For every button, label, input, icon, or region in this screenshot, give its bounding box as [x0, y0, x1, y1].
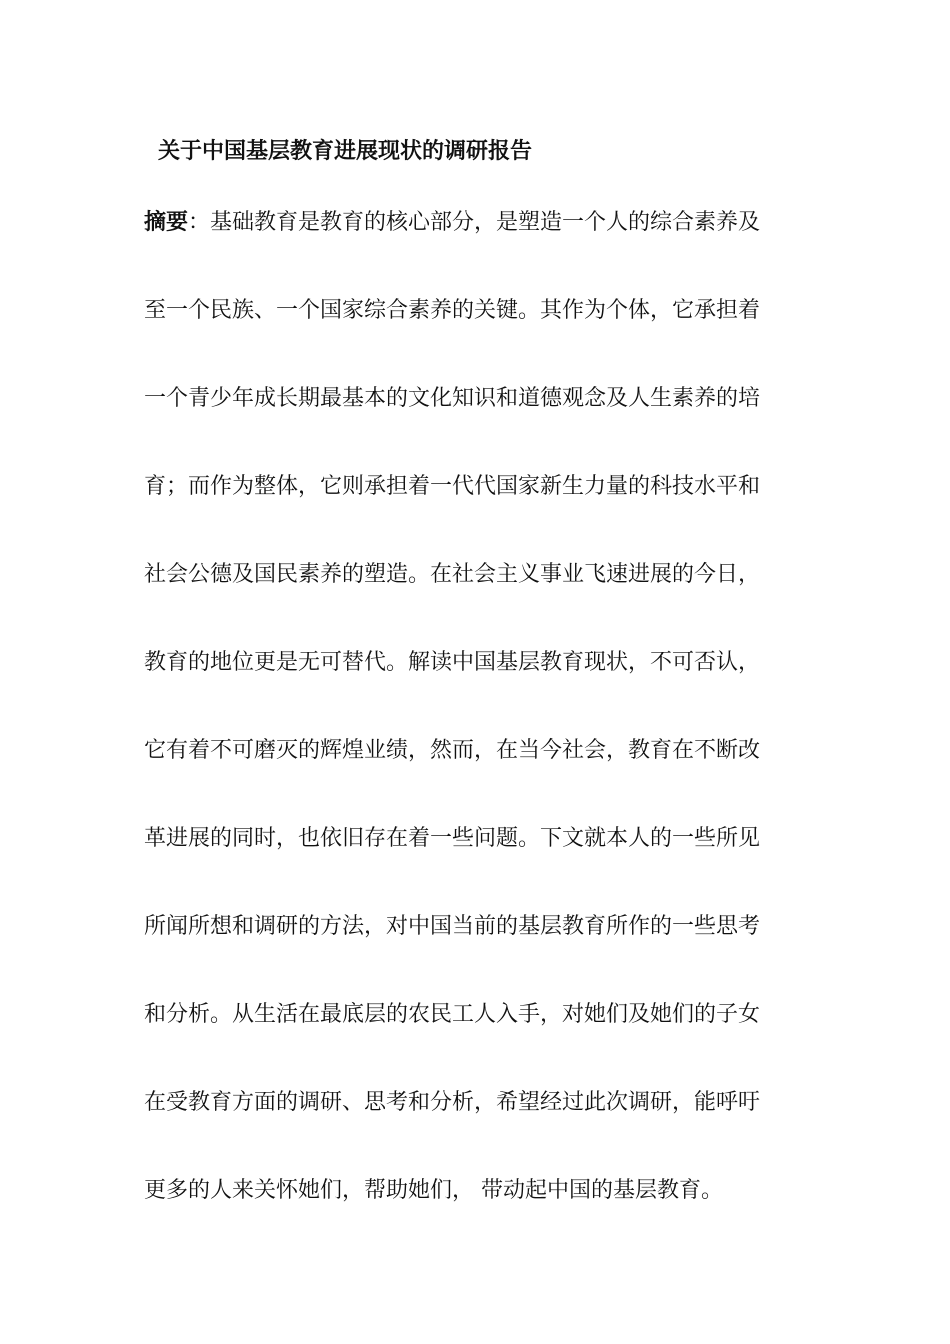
abstract-line: 社会公德及国民素养的塑造。在社会主义事业飞速进展的今日，: [144, 562, 761, 587]
abstract-text: ：基础教育是教育的核心部分，是塑造一个人的综合素养及: [188, 210, 761, 235]
abstract-line: 育；而作为整体，它则承担着一代代国家新生力量的科技水平和: [144, 474, 761, 499]
abstract-label: 摘要: [144, 210, 189, 235]
abstract-line: 至一个民族、一个国家综合素养的关键。其作为个体，它承担着: [144, 298, 761, 323]
abstract-line: 更多的人来关怀她们，帮助她们， 带动起中国的基层教育。: [144, 1178, 723, 1203]
abstract-line: 一个青少年成长期最基本的文化知识和道德观念及人生素养的培: [144, 386, 761, 411]
abstract-section: [144, 201, 824, 1257]
document-title: 关于中国基层教育进展现状的调研报告: [158, 139, 533, 164]
abstract-line: 和分析。从生活在最底层的农民工人入手，对她们及她们的子女: [144, 1002, 761, 1027]
abstract-line: 革进展的同时，也依旧存在着一些问题。下文就本人的一些所见: [144, 826, 761, 851]
abstract-line: 所闻所想和调研的方法，对中国当前的基层教育所作的一些思考: [144, 914, 761, 939]
abstract-line: 在受教育方面的调研、思考和分析，希望经过此次调研，能呼吁: [144, 1090, 761, 1115]
abstract-line: 教育的地位更是无可替代。解读中国基层教育现状，不可否认，: [144, 650, 761, 675]
abstract-line: 它有着不可磨灭的辉煌业绩，然而，在当今社会，教育在不断改: [144, 738, 761, 763]
abstract-line: [144, 201, 824, 289]
